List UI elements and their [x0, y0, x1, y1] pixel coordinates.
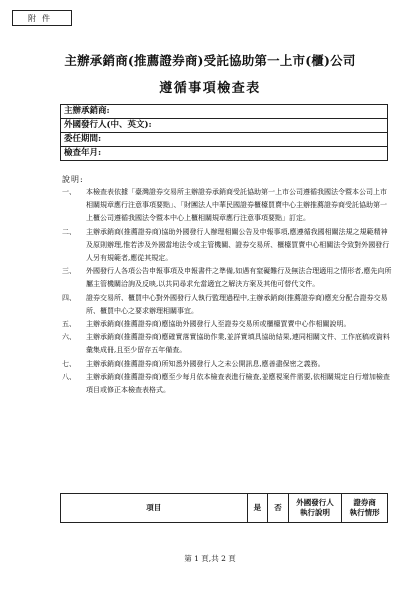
attachment-label: 附件: [12, 10, 72, 26]
note-number: 三、: [62, 267, 76, 276]
note-item: [62, 318, 392, 331]
note-text: 本檢查表依據「臺灣證券交易所主辦證券承銷商受託協助第一上市公司遵循我國法令暨本公司上市相關規章應行注意事項要點」、「財團法人中華民國證券櫃檯買賣中心主辦推薦證券商受託協助第一上櫃公司遵循我國法令暨本中心上櫃相關規章應行注意事項要點」訂定。: [86, 188, 387, 223]
note-number: 二、: [62, 227, 76, 236]
info-label-issuer[interactable]: 外國發行人(中、英文):: [61, 119, 388, 133]
info-table: [60, 104, 388, 161]
info-row-period: [61, 133, 388, 147]
note-number: 六、: [62, 333, 76, 342]
note-text: 外國發行人各項公告申報事項及申報書件之準備,如遇有窒礙難行及無法合理適用之情形者,應先向所屬主管機關洽詢及反映,以共同尋求允當適宜之解決方案及其他可替代文件。: [86, 267, 392, 289]
note-text: 主辦承銷商(推薦證券商)協助外國發行人辦理相關公告及申報事項,應遵循我國相關法規之規範精神及原則辦理,惟若涉及外國當地法令或主管機關、證券交易所、櫃檯買賣中心相關法令致對外國發行人另有規範者,應從其規定。: [86, 227, 390, 263]
document-title-line1: 主辦承銷商(推薦證券商)受託協助第一上市(櫃)公司: [64, 53, 356, 68]
header-broker-line2: 執行情形: [349, 508, 380, 517]
header-issuer-line2: 執行說明: [300, 508, 331, 517]
info-row-check-date: [61, 147, 388, 161]
note-item: [62, 186, 392, 226]
header-issuer-line1: 外國發行人: [296, 498, 334, 507]
note-item: [62, 292, 392, 318]
info-label-underwriter[interactable]: 主辦承銷商:: [61, 105, 388, 119]
note-item: [62, 371, 392, 397]
note-item: [62, 265, 392, 291]
note-text: 主辦承銷商(推薦證券商)應協助外國發行人至證券交易所或櫃檯買賣中心作相關說明。: [86, 320, 351, 329]
note-item: [62, 331, 392, 357]
note-number: 一、: [62, 188, 76, 196]
info-label-period[interactable]: 委任期間:: [61, 133, 388, 147]
document-title-line2: 遵循事項檢查表: [159, 81, 261, 96]
note-text: 主辦承銷商(推薦證券商)應確實落實協助作業,並詳實填具協助結果,連同相關文件、工作底稿或資料彙集成冊,且至少留存五年備查。: [86, 333, 390, 355]
header-yes: 是: [247, 494, 268, 523]
header-broker-line1: 證券商: [353, 498, 376, 507]
note-number: 七、: [62, 359, 76, 368]
info-label-check-date[interactable]: 檢查年月:: [61, 147, 388, 161]
note-text: 證券交易所、櫃買中心對外國發行人執行監理過程中,主辦承銷商(推薦證券商)應充分配合證券交易所、櫃買中心之要求辦理相關事宜。: [86, 293, 388, 315]
page-footer: 第 1 頁,共 2 頁: [184, 554, 236, 563]
info-row-underwriter: [61, 105, 388, 119]
notes-heading: 說明:: [62, 175, 84, 184]
note-item: [62, 226, 392, 266]
header-item: 項目: [61, 494, 248, 523]
checklist-header-row: [61, 494, 388, 523]
header-issuer-explanation: [288, 494, 341, 523]
checklist-table: [60, 493, 388, 523]
note-text: 主辦承銷商(推薦證券商)所知悉外國發行人之未公開訊息,應善盡保密之義務。: [86, 359, 325, 368]
note-number: 五、: [62, 320, 76, 329]
header-no: 否: [268, 494, 289, 523]
note-number: 八、: [62, 372, 76, 381]
note-text: 主辦承銷商(推薦證券商)應至少每月依本檢查表進行檢查,並應視案件需要,依相關規定自行增加檢查項目或修正本檢查表格式。: [86, 372, 390, 395]
note-item: [62, 358, 392, 371]
info-row-issuer: [61, 119, 388, 133]
notes-list: [62, 186, 392, 397]
note-number: 四、: [62, 293, 76, 302]
header-broker-status: [342, 494, 388, 523]
